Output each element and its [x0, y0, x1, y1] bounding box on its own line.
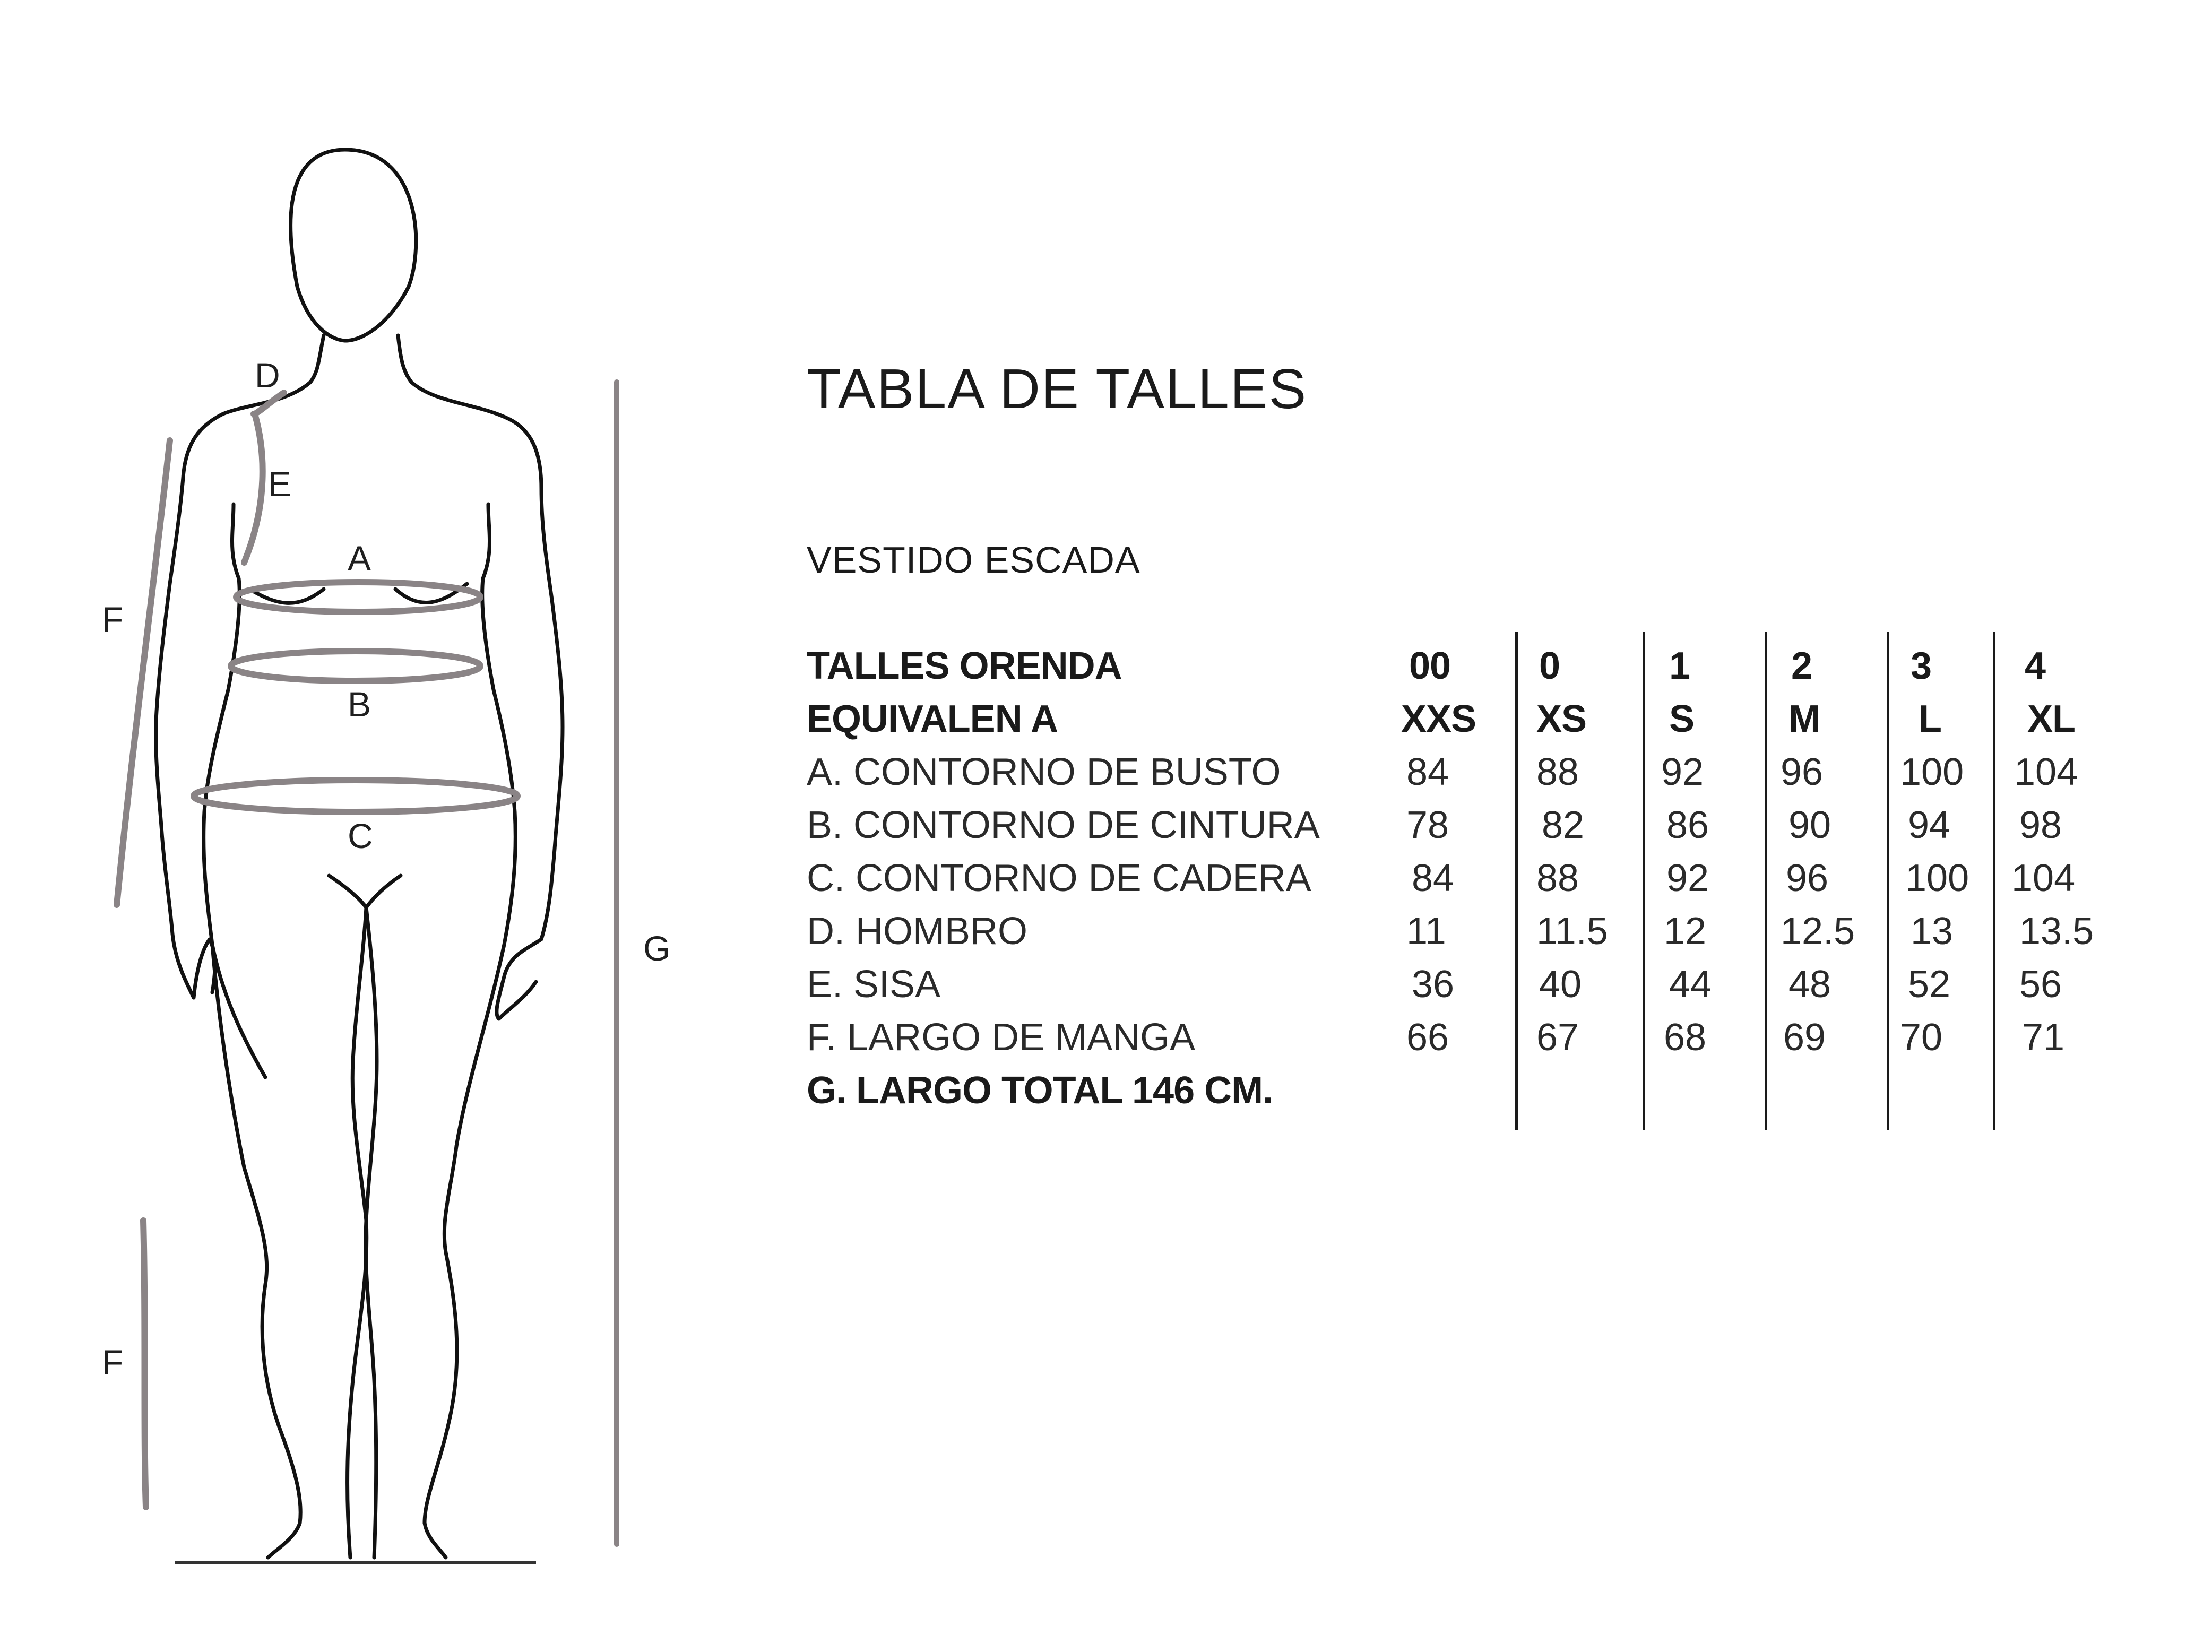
- row-label: C. CONTORNO DE CADERA: [807, 857, 1311, 899]
- label-c: C: [348, 816, 373, 855]
- measure-cell: 78: [1406, 804, 1449, 846]
- measure-cell: 92: [1666, 857, 1709, 899]
- measure-cell: 84: [1406, 751, 1449, 793]
- size-cell: XS: [1536, 698, 1587, 740]
- measure-cell: 104: [2011, 857, 2076, 899]
- figure-head: [291, 150, 416, 341]
- size-cell: 0: [1539, 645, 1560, 687]
- measure-cell: 100: [1900, 751, 1964, 793]
- size-cell: 4: [2025, 645, 2046, 687]
- size-cell: 1: [1669, 645, 1690, 687]
- label-b: B: [348, 685, 371, 724]
- row-label: E. SISA: [807, 963, 941, 1006]
- page-title: TABLA DE TALLES: [807, 358, 1308, 420]
- measure-cell: 90: [1788, 804, 1831, 846]
- product-name: VESTIDO ESCADA: [807, 539, 1140, 581]
- row-label: EQUIVALEN A: [807, 698, 1058, 740]
- measure-cell: 52: [1908, 963, 1951, 1006]
- measure-cell: 100: [1905, 857, 1969, 899]
- size-cell: XL: [2027, 698, 2076, 740]
- measure-cell: 68: [1664, 1016, 1707, 1059]
- measure-cell: 92: [1661, 751, 1704, 793]
- measure-cell: 86: [1666, 804, 1709, 846]
- measure-cell: 44: [1669, 963, 1712, 1006]
- figure-right-shoulder: [398, 335, 563, 939]
- figure-left-leg-inner: [348, 907, 367, 1558]
- measure-cell: 12: [1664, 910, 1707, 953]
- measure-cell: 82: [1542, 804, 1585, 846]
- measure-cell: 40: [1539, 963, 1582, 1006]
- measure-cell: 11: [1406, 910, 1446, 953]
- measure-row-bust: [807, 746, 2133, 799]
- measure-row-sleeve: [807, 1011, 2133, 1064]
- measure-cell: 13.5: [2019, 910, 2094, 953]
- figure-crotch: [329, 876, 401, 907]
- measure-cell: 69: [1783, 1016, 1826, 1059]
- label-a: A: [348, 539, 371, 578]
- size-cell: L: [1919, 698, 1941, 740]
- figure-left-shoulder: [156, 335, 324, 998]
- size-cell: 00: [1409, 645, 1451, 687]
- label-d: D: [255, 356, 280, 395]
- label-f-upper: F: [102, 600, 124, 639]
- hip-measure-ring: [194, 780, 517, 812]
- row-label: TALLES ORENDA: [807, 645, 1122, 687]
- label-g: G: [643, 929, 671, 968]
- measure-cell: 67: [1536, 1016, 1579, 1059]
- measure-cell: 94: [1908, 804, 1951, 846]
- measure-cell: 66: [1406, 1016, 1449, 1059]
- measure-row-shoulder: [807, 905, 2133, 958]
- size-cell: XXS: [1401, 698, 1476, 740]
- measure-cell: 104: [2014, 751, 2078, 793]
- measure-cell: 96: [1781, 751, 1824, 793]
- row-label: F. LARGO DE MANGA: [807, 1016, 1196, 1059]
- row-label: B. CONTORNO DE CINTURA: [807, 804, 1320, 846]
- measure-row-hip: [807, 852, 2133, 905]
- size-cell: M: [1788, 698, 1820, 740]
- size-cell: 2: [1791, 645, 1812, 687]
- measure-cell: 88: [1536, 857, 1579, 899]
- measure-cell: 96: [1786, 857, 1829, 899]
- size-row-equivalent: [807, 693, 2133, 746]
- measure-cell: 11.5: [1536, 910, 1608, 953]
- waist-measure-ring: [231, 651, 480, 681]
- size-cell: 3: [1911, 645, 1932, 687]
- label-e: E: [268, 464, 292, 504]
- measure-cell: 13: [1911, 910, 1954, 953]
- sleeve-measure-line-lower: [143, 1221, 146, 1507]
- measure-cell: 88: [1536, 751, 1579, 793]
- size-cell: S: [1669, 698, 1695, 740]
- measure-cell: 48: [1788, 963, 1831, 1006]
- measure-cell: 12.5: [1781, 910, 1855, 953]
- measure-cell: 71: [2022, 1016, 2065, 1059]
- measure-row-armhole: [807, 958, 2133, 1011]
- figure-left-leg-outer: [212, 945, 300, 1558]
- label-f-lower: F: [102, 1343, 124, 1382]
- measure-cell: 70: [1900, 1016, 1943, 1059]
- figure-torso-right: [456, 504, 515, 1146]
- measure-cell: 84: [1412, 857, 1455, 899]
- figure-right-leg-inner: [366, 907, 377, 1558]
- measure-cell: 36: [1412, 963, 1455, 1006]
- total-length-row: [807, 1064, 2133, 1117]
- total-length-text: G. LARGO TOTAL 146 CM.: [807, 1069, 1273, 1112]
- size-row-orenda: [807, 639, 2133, 693]
- figure-right-leg-outer: [425, 1146, 457, 1558]
- row-label: D. HOMBRO: [807, 910, 1028, 953]
- measure-cell: 98: [2019, 804, 2062, 846]
- armhole-measure-line: [244, 414, 263, 563]
- measure-cell: 56: [2019, 963, 2062, 1006]
- row-label: A. CONTORNO DE BUSTO: [807, 751, 1281, 793]
- measure-row-waist: [807, 799, 2133, 852]
